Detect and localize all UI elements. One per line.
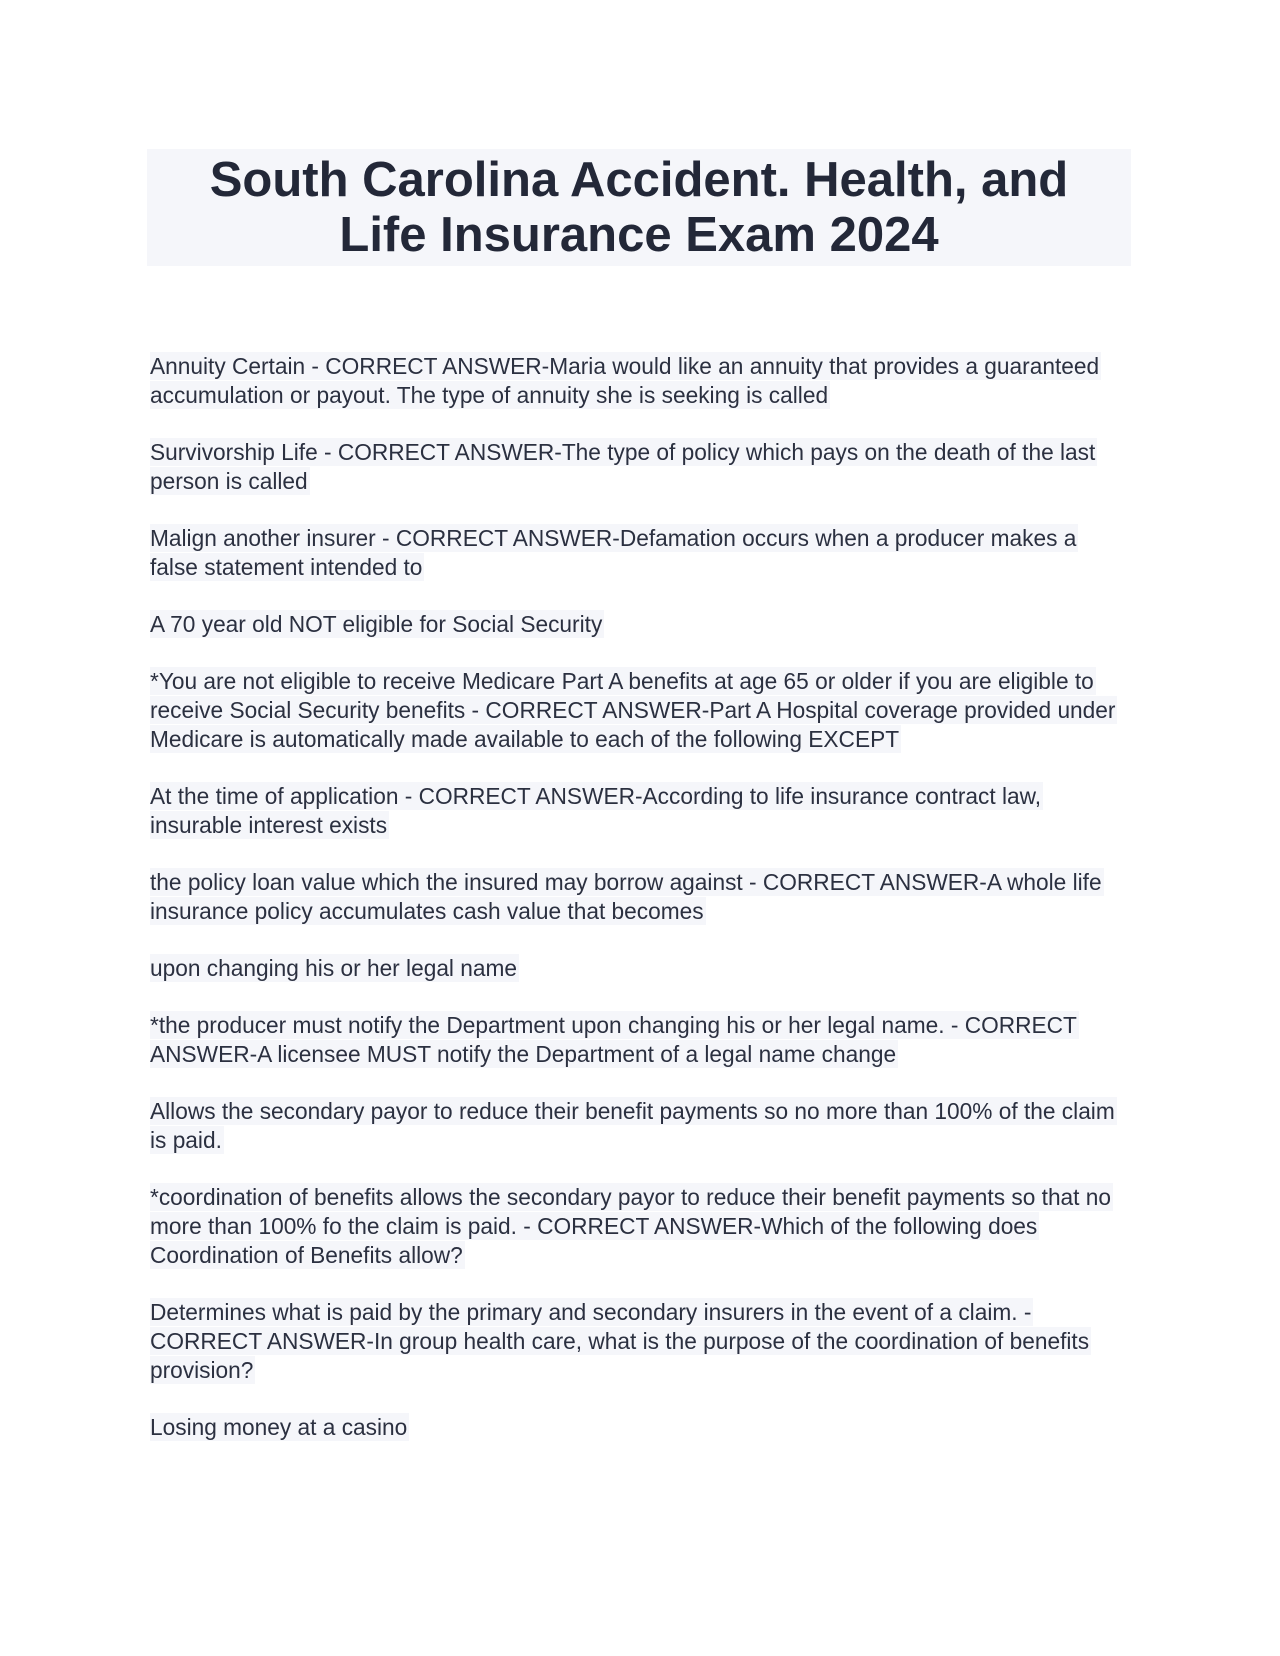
qa-paragraph (150, 868, 1130, 926)
qa-text: Losing money at a casino (150, 1414, 408, 1440)
qa-text: *the producer must notify the Department upon changing his or her legal name. - CORRECT ANSWER-A licensee MUST notify the Department of a legal name change (150, 1012, 1077, 1067)
document-title: South Carolina Accident. Health, and Life Insurance Exam 2024 (209, 152, 1069, 262)
qa-text: the policy loan value which the insured may borrow against - CORRECT ANSWER-A whole life insurance policy accumulates cash value that becomes (150, 869, 1102, 924)
qa-text: At the time of application - CORRECT ANSWER-According to life insurance contract law, insurable interest exists (150, 783, 1042, 838)
qa-text: Survivorship Life - CORRECT ANSWER-The type of policy which pays on the death of the last person is called (150, 439, 1096, 494)
title-banner (147, 149, 1131, 266)
qa-paragraph (150, 954, 1130, 983)
qa-paragraph (150, 610, 1130, 639)
qa-text: *coordination of benefits allows the secondary payor to reduce their benefit payments so that no more than 100% fo the claim is paid. - CORRECT ANSWER-Which of the following does Coordination of Benefits allow? (150, 1184, 1112, 1268)
qa-text: *You are not eligible to receive Medicare Part A benefits at age 65 or older if you are eligible to receive Social Security benefits - CORRECT ANSWER-Part A Hospital coverage provided under Medicare is automatically made available to each of the following EXCEPT (150, 668, 1116, 752)
qa-text: Annuity Certain - CORRECT ANSWER-Maria would like an annuity that provides a guaranteed accumulation or payout. The type of annuity she is seeking is called (150, 353, 1100, 408)
qa-text: Malign another insurer - CORRECT ANSWER-Defamation occurs when a producer makes a false statement intended to (150, 525, 1077, 580)
qa-paragraph (150, 667, 1130, 754)
qa-paragraph (150, 1183, 1130, 1270)
qa-paragraph (150, 1097, 1130, 1155)
qa-text: Determines what is paid by the primary and secondary insurers in the event of a claim. - CORRECT ANSWER-In group health care, what is the purpose of the coordination of benefits provision? (150, 1299, 1090, 1383)
qa-paragraph (150, 438, 1130, 496)
qa-paragraph (150, 1298, 1130, 1385)
qa-text: Allows the secondary payor to reduce their benefit payments so no more than 100% of the claim is paid. (150, 1098, 1115, 1153)
qa-paragraph (150, 1413, 1130, 1442)
qa-paragraph (150, 524, 1130, 582)
qa-paragraph (150, 352, 1130, 410)
qa-text: A 70 year old NOT eligible for Social Security (150, 611, 603, 637)
qa-paragraph (150, 782, 1130, 840)
qa-text: upon changing his or her legal name (150, 955, 518, 981)
qa-paragraph (150, 1011, 1130, 1069)
qa-content (150, 352, 1130, 1470)
